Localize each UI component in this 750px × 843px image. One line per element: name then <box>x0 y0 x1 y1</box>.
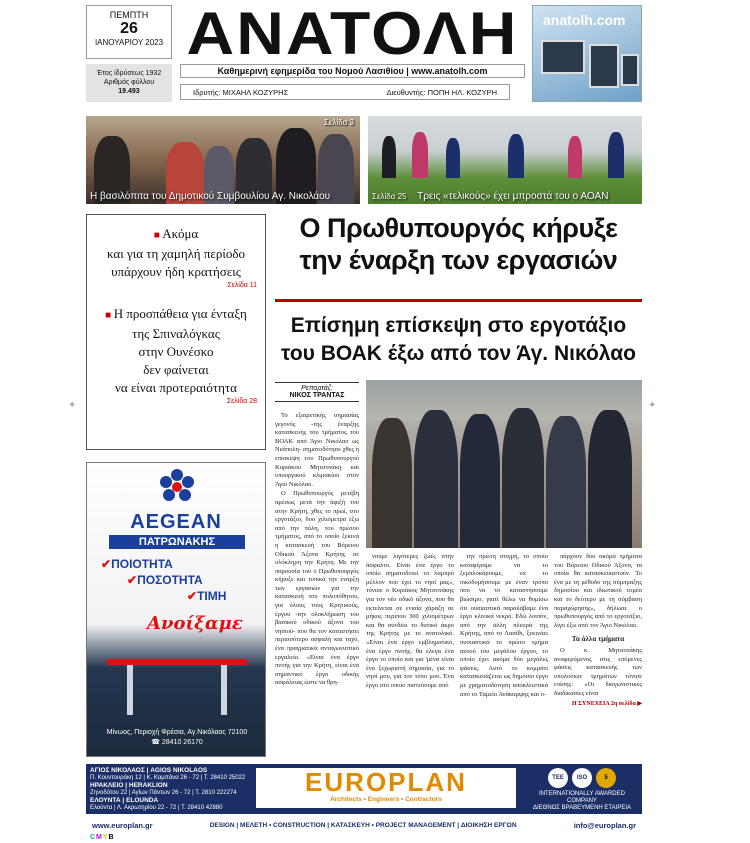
lead-headline[interactable] <box>275 212 642 276</box>
europlan-logo <box>256 768 516 808</box>
story2-caption <box>372 191 638 202</box>
story2-title: Τρεις «τελικούς» έχει μπροστά του ο ΑΟΑΝ <box>417 191 609 202</box>
article-col-3 <box>460 553 548 700</box>
ad-address: Μίνωος, Περιοχή Φρέσια, Αγ.Νικόλαος 72100 <box>106 729 248 736</box>
award-block <box>526 768 638 811</box>
headline-line1: Ο Πρωθυπουργός κήρυξε <box>299 213 618 243</box>
teaser2-line2: της Σπιναλόγκας <box>132 326 220 341</box>
date-day: 26 <box>120 20 138 37</box>
byline-name: ΝΙΚΟΣ ΤΡΑΝΤΑΣ <box>289 392 345 399</box>
teaser1-line1: Ακόμα <box>162 226 199 241</box>
article-col4-text: πάρχουν δύο ακόμα τμήματα του Βόρειου Οδικού Άξονα, τα οποία θα κατασκευαστούν. Το ένα με τη μέθοδο της σύμπραξης δημοσίου και ιδιωτικού τομέα και το δεύτερο με τη σύμβαση παραχώρησης», δήλωσε ο πρωθυπουργός από το εργοτάξιο, λίγο έξω από τον Άγιο Νικόλαο. <box>554 553 642 629</box>
footer-website[interactable]: www.europlan.gr <box>92 820 153 830</box>
logo-text: EUROPLAN <box>305 767 467 797</box>
badge-tee: ΤΕΕ <box>548 768 568 788</box>
headline-line2: την έναρξη των εργασιών <box>299 245 618 275</box>
aegean-flower-icon <box>157 467 197 507</box>
ad-line2: ΠΟΣΟΤΗΤΑ <box>137 573 203 587</box>
teaser2-line5: να είναι προτεραιότητα <box>115 380 237 395</box>
article-subheading: Τα άλλα τμήματα <box>571 635 625 644</box>
office2-title: ΗΡΑΚΛΕΙΟ | HERAKLION <box>90 782 168 789</box>
continued-link[interactable]: Η ΣΥΝΕΧΕΙΑ 2η σελίδα ▶ <box>571 700 642 707</box>
issue-number: 19.493 <box>118 88 140 96</box>
director: Διευθυντής: ΠΟΠΗ ΗΛ. ΚΟΖΥΡΗ <box>386 87 497 97</box>
footer-services: DESIGN | ΜΕΛΕΤΗ • CONSTRUCTION | ΚΑΤΑΣΚΕΥΗ • PROJECT MANAGEMENT | ΔΙΟΙΚΗΣΗ ΕΡΓΩΝ <box>209 821 517 829</box>
article-intro: Το εξαιρετικής σημασίας γεγονός -της έναρξης κατασκευής του τμήματος του ΒΟΑΚ από Άγιο Νικόλαο ως Νεάπολη- σηματοδότησε χθες η επίσκεψη του Πρωθυπουργού Κυριάκου Μητσοτάκη και υπουργικού κλιμακίου στον Άγιο Νικόλαο. <box>275 412 359 488</box>
subhead-line1: Επίσημη επίσκεψη στο εργοτάξιο <box>290 314 627 337</box>
teaser1-line2: και για τη χαμηλή περίοδο <box>106 246 245 261</box>
article-col4b-text: Ο κ. Μητσοτάκης αναφερόμενος στις επόμενες φάσεις κατασκευής των υπολοίπων τμημάτων τόνισε επίσης: «Οι διαγωνιστικές διαδικασίες είναι <box>554 646 642 697</box>
teaser2-line1: Η προσπάθεια για ένταξη <box>113 306 247 321</box>
ad-brand-sub: ΠΑΤΡΩΝΑΚΗΣ <box>109 535 245 549</box>
sidebar-teasers <box>86 214 266 450</box>
check-icon: ✔ <box>101 557 112 571</box>
bullet-icon: ■ <box>105 310 114 321</box>
award-text-en: INTERNATIONALLY AWARDED COMPANY <box>539 791 625 804</box>
ad-line1: ΠΟΙΟΤΗΤΑ <box>111 557 173 571</box>
founder: Ιδρυτής: ΜΙΧΑΗΛ ΚΟΖΥΡΗΣ <box>193 87 289 97</box>
check-icon: ✔ <box>187 589 198 603</box>
teaser1-line3: υπάρχουν ήδη κρατήσεις <box>111 264 241 279</box>
date-box <box>86 5 172 59</box>
ad-slogan: Ανοίξαμε <box>147 613 243 634</box>
logo-tagline: Architects • Engineers • Contractors <box>330 796 442 803</box>
office2-address: Ζηνοδότου 22 | Αγίων Πάντων 26 - 72 | Τ. 2810 222274 <box>90 790 237 796</box>
date-weekday: ΠΕΜΠΤΗ <box>109 10 149 20</box>
website-ad-label: anatolh.com <box>543 12 626 28</box>
issue-label: Αριθμός φύλλου <box>103 79 155 87</box>
phone-screen-icon <box>621 54 639 86</box>
registration-mark-icon: ✦ <box>648 400 657 411</box>
ad-line3: ΤΙΜΗ <box>197 589 227 603</box>
laptop-screen-icon <box>541 40 585 74</box>
newspaper-title: ΑΝΑΤΟΛΗ <box>186 0 519 68</box>
award-text-gr: ΔΙΕΘΝΩΣ ΒΡΑΒΕΥΜΕΝΗ ΕΤΑΙΡΕΙΑ <box>532 805 631 811</box>
article-col-2 <box>366 553 454 692</box>
footer-bar <box>86 814 642 836</box>
phone-icon: ☎ <box>151 739 162 746</box>
print-marks <box>90 834 115 841</box>
badge-award: 5 <box>596 768 616 788</box>
check-icon: ✔ <box>127 573 138 587</box>
europlan-ad[interactable] <box>86 764 642 836</box>
article-col-4 <box>554 553 642 708</box>
byline <box>275 382 359 402</box>
ad-address-block <box>91 728 263 748</box>
teaser2-line4: δεν φαίνεται <box>143 362 209 377</box>
story2-page-ref: Σελίδα 25 <box>372 192 407 201</box>
byline-label: Ρεπορτάζ: <box>301 385 333 392</box>
subhead-line2: του ΒΟΑΚ έξω από τον Άγ. Νικόλαο <box>281 342 636 365</box>
teaser2-page-ref: Σελίδα 28 <box>226 398 257 405</box>
office-list <box>90 767 246 812</box>
founders-bar <box>180 84 510 100</box>
badge-iso: ISO <box>572 768 592 788</box>
story1-page-ref: Σελίδα 3 <box>323 118 354 127</box>
date-month-year: ΙΑΝΟΥΑΡΙΟΥ 2023 <box>94 38 164 47</box>
founded-year: Έτος ίδρύσεως 1932 <box>96 70 162 77</box>
tablet-screen-icon <box>589 44 619 88</box>
lead-photo[interactable] <box>366 380 642 548</box>
story1-caption: Η βασιλόπιτα του Δημοτικού Συμβουλίου Αγ. Νικολάου <box>90 191 331 202</box>
teaser-spinalonga[interactable] <box>95 305 257 407</box>
lead-subhead <box>275 312 642 368</box>
office1-title: ΑΓΙΟΣ ΝΙΚΟΛΑΟΣ | AGIOS NIKOLAOS <box>90 767 208 774</box>
office3-title: ΕΛΟΥΝΤΑ | ELOUNDA <box>90 797 159 804</box>
newspaper-subtitle: Καθημερινή εφημερίδα του Νομού Λασιθίου | www.anatolh.com <box>180 64 525 78</box>
issue-info-box <box>86 64 172 102</box>
footer-email[interactable]: info@europlan.gr <box>573 820 636 830</box>
article-col1-text: Ο Πρωθυπουργός μετέβη αμέσως μετά την άφιξή του στην Κρήτη, χθες το πρωί, στο εργοτάξιο, δυο χιλιόμετρα έξω από την πόλη, του πρώτου τμήματος, από το οποίο ξεκινά η κατασκευή του Βόρειου Οδικού Άξονα Κρήτης σε ολόκληρη την Κρήτη. Με την παρουσία του ο Πρωθυπουργός κήρυξε και τυπικά την έναρξη των εργασιών για την κατασκευή του πολυπόθητου, για όλους τους Κρητικούς, έργου -την ολοκλήρωση του βασικού οδικού άξονα του νησιού- που θα τον καταστήσει περισσότερο ασφαλή και ταχύ, ένα πραγματικά ανταγωνιστικό εργαλείο. «Είναι ένα έργο πνοής για την Κρήτη, είναι ένα σημαντικό έργο οδικής ασφάλειας ώστε να θρη- <box>275 490 359 687</box>
teaser-bookings[interactable] <box>95 225 257 291</box>
headline-divider <box>275 299 642 302</box>
bullet-icon: ■ <box>153 230 163 241</box>
article-col2-text: νούμε λιγότερες ζωές στην άσφαλτο. Είναι ένα έργο το οποίο σηματοδοτεί το λαμπρό μέλλον που έχει το νησί μας», τόνισε ο Κυριάκος Μητσοτάκης για τον νέο οδικό άξονα, που θα εκτείνεται σε ενιαία χάραξη σε μήκος περίπου 300 χιλιομέτρων και θα συνδέει το δυτικό άκρο της Κρήτης με το ανατολικό. «Είναι ένα έργο εμβληματικό, ένα έργο πνοής. θα έλεγα ένα έργο το οποίο και για 'μένα είναι ένα ξεχωριστή σημασία, για το νησί μου, για τον τόπο μου. Ένα έργο στο οποίο πιστεύουμε από <box>366 553 454 689</box>
aegean-ad[interactable] <box>86 462 266 757</box>
ad-phone: ☎ 28410 26170 <box>151 739 203 746</box>
teaser2-line3: στην Ουνέσκο <box>138 344 214 359</box>
office3-address: Ελούντα | Λ. Ακρωτηρίου 22 - 72 | Τ. 28410 42880 <box>90 805 223 811</box>
cmyk-marks: CMYB <box>90 834 115 841</box>
teaser1-page-ref: Σελίδα 11 <box>227 282 257 289</box>
article-col-1 <box>275 412 359 689</box>
article-col3-text: την πρώτη στιγμή, το οποίο καταφέραμε να το ξεμπλοκάρουμε, να το οικοδομήσουμε με έναν τρόπο που να το καταστήσουμε βιώσιμο, γιατί θέλω να θυμίσω ότι ουσιαστικά παραλάβαμε ένα έργο κλινικά νεκρό. Εδώ λοιπόν, από την άλλη πλευρά της Κρήτης, από το Λασίθι, ξεκινάει ουσιαστικά το πρώτο τμήμα αυτού του μεγάλου έργου, το οποίο έχει ακόμα δύο μεγάλες φάσεις. Αυτό το κομμάτι κατασκευάζεται ως δημόσιο έργο με χρηματοδότηση αποκλειστικά από το Ταμείο Ανάκαμψης και υ- <box>460 553 548 698</box>
story-photo-council[interactable] <box>86 116 360 204</box>
registration-mark-icon: ✦ <box>68 400 77 411</box>
story-photo-football[interactable] <box>368 116 642 204</box>
website-ad[interactable] <box>532 5 642 102</box>
office1-address: Π. Κουντουράκη 12 | Κ. Καμπάνα 26 - 72 | Τ. 28410 25022 <box>90 775 246 781</box>
ad-brand: AEGEAN <box>130 511 222 533</box>
